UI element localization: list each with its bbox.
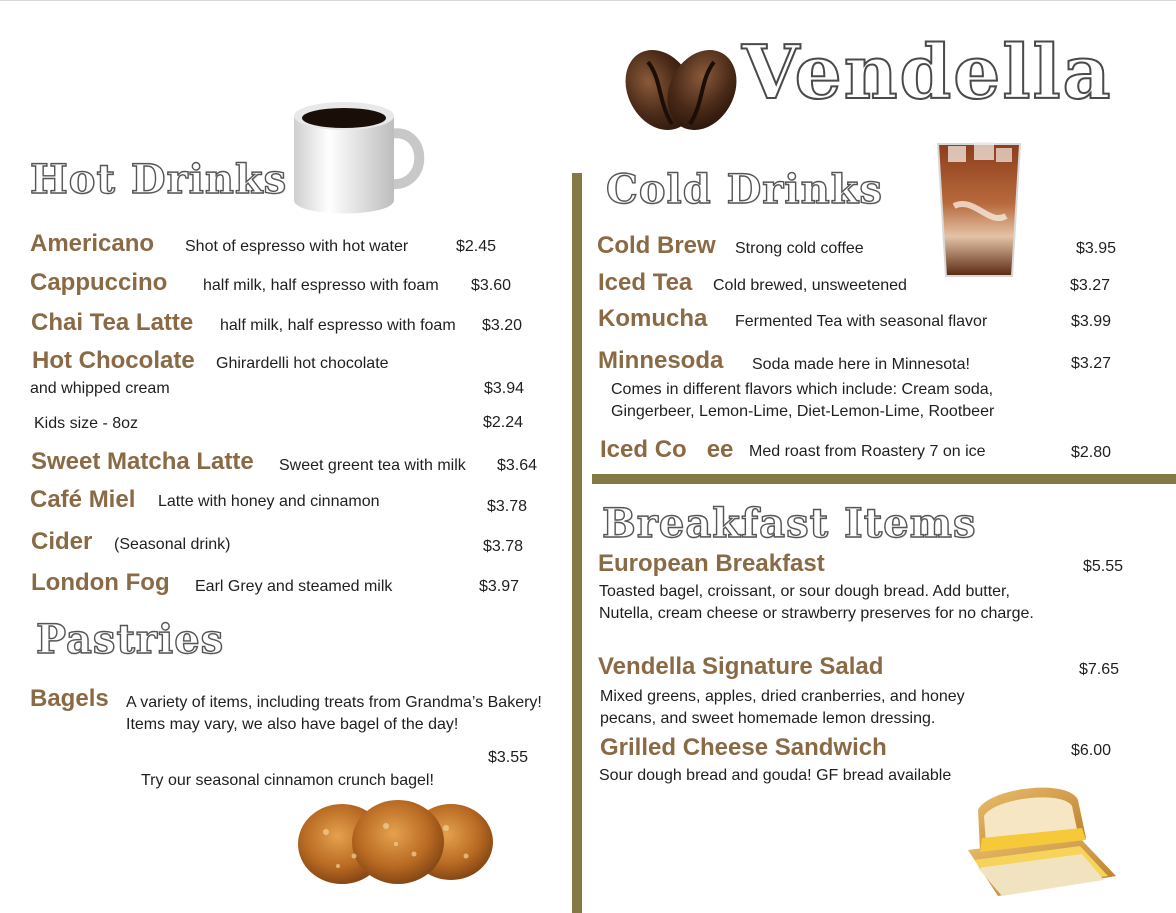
cold-drinks-heading: Cold Drinks [606,166,883,213]
bagels-image-icon [296,796,496,888]
item-desc-hot-chocolate: Ghirardelli hot chocolate [216,355,389,372]
item-name-cider: Cider [31,528,93,555]
item-desc-chai-tea-latte: half milk, half espresso with foam [220,317,456,334]
item-name-cafe-miel: Café Miel [30,486,136,513]
item-name-iced-tea: Iced Tea [598,269,693,296]
item-name-signature-salad: Vendella Signature Salad [598,653,884,680]
item-desc-minnesoda: Soda made here in Minnesota! [752,356,970,373]
item-desc-signature-salad: Mixed greens, apples, dried cranberries, and honey pecans, and sweet homemade lemon dressing. [600,688,965,727]
grilled-cheese-image-icon [958,780,1122,904]
item-name-americano: Americano [30,230,155,257]
item-desc-americano: Shot of espresso with hot water [185,238,409,255]
coffee-bean-heart-icon [622,40,740,136]
item-desc-cold-brew: Strong cold coffee [735,240,864,257]
item-name-grilled-cheese: Grilled Cheese Sandwich [600,734,887,761]
item-price-iced-tea: $3.27 [1070,277,1111,294]
item-detail-minnesoda: Comes in different flavors which include: Cream soda, Gingerbeer, Lemon-Lime, Diet-Lemon-Lime, Rootbeer [611,381,995,420]
item-price-iced-coffee: $2.80 [1071,444,1112,461]
item-desc2-hot-chocolate: and whipped cream [30,380,170,397]
item-desc-komucha: Fermented Tea with seasonal flavor [735,313,988,330]
item-name-komucha: Komucha [598,305,708,332]
item-name-london-fog: London Fog [31,569,170,596]
item-price-cold-brew: $3.95 [1076,240,1117,257]
item-price-london-fog: $3.97 [479,578,520,595]
item-name-hot-chocolate: Hot Chocolate [32,347,195,374]
pastries-heading: Pastries [36,616,225,663]
item-name-chai-tea-latte: Chai Tea Latte [31,309,194,336]
top-border [0,0,1176,1]
item-name-iced-coffee: Iced Co ee [600,436,734,463]
column-divider [572,173,582,913]
item-desc-london-fog: Earl Grey and steamed milk [195,578,393,595]
item-name-bagels: Bagels [30,685,109,712]
item-name-sweet-matcha-latte: Sweet Matcha Latte [31,448,254,475]
item-note-bagels: Try our seasonal cinnamon crunch bagel! [141,772,434,789]
item-price-americano: $2.45 [456,238,497,255]
hot-drinks-heading: Hot Drinks [30,156,288,203]
item-price-hot-chocolate: $3.94 [484,380,525,397]
item-desc-european-breakfast: Toasted bagel, croissant, or sour dough bread. Add butter, Nutella, cream cheese or strawberry preserves for no charge. [599,583,1034,622]
iced-coffee-glass-icon [934,136,1024,280]
item-price-chai-tea-latte: $3.20 [482,317,523,334]
item-name-european-breakfast: European Breakfast [598,550,825,577]
item-kids-label-hot-chocolate: Kids size - 8oz [34,415,139,432]
item-desc-cider: (Seasonal drink) [114,536,231,553]
item-desc-iced-coffee: Med roast from Roastery 7 on ice [749,443,986,460]
item-name-cappuccino: Cappuccino [30,269,168,296]
coffee-mug-icon [290,96,430,222]
item-price-komucha: $3.99 [1071,313,1112,330]
item-price-sweet-matcha-latte: $3.64 [497,457,538,474]
item-price-cappuccino: $3.60 [471,277,512,294]
item-price-signature-salad: $7.65 [1079,661,1120,678]
item-kids-price-hot-chocolate: $2.24 [483,414,524,431]
breakfast-heading: Breakfast Items [602,500,977,547]
item-name-minnesoda: Minnesoda [598,347,724,374]
item-price-cider: $3.78 [483,538,524,555]
item-desc-bagels: A variety of items, including treats from Grandma’s Bakery! Items may vary, we also have bagel of the day! [126,694,542,733]
item-price-european-breakfast: $5.55 [1083,558,1124,575]
item-desc-iced-tea: Cold brewed, unsweetened [713,277,907,294]
item-price-bagels: $3.55 [488,749,529,766]
item-desc-cappuccino: half milk, half espresso with foam [203,277,439,294]
section-divider [592,474,1176,484]
item-name-cold-brew: Cold Brew [597,232,716,259]
brand-title: Vendella [742,30,1113,116]
item-desc-cafe-miel: Latte with honey and cinnamon [158,493,380,510]
item-desc-sweet-matcha-latte: Sweet greent tea with milk [279,457,466,474]
item-price-minnesoda: $3.27 [1071,355,1112,372]
item-desc-grilled-cheese: Sour dough bread and gouda! GF bread available [599,767,952,784]
item-price-cafe-miel: $3.78 [487,498,528,515]
item-price-grilled-cheese: $6.00 [1071,742,1112,759]
